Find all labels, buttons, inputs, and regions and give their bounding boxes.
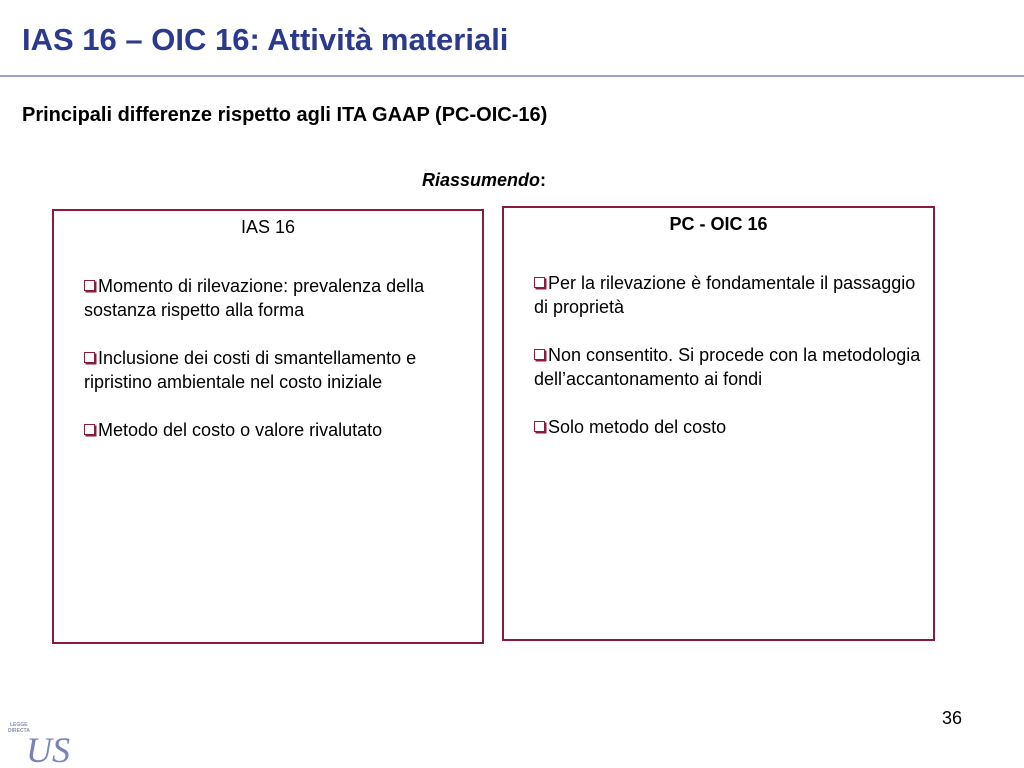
pc-oic16-panel: [502, 206, 935, 641]
list-item-text: Non consentito. Si procede con la metodologia dell’accantonamento ai fondi: [534, 345, 921, 389]
checkbox-bullet-icon: [84, 424, 95, 435]
list-item-text: Per la rilevazione è fondamentale il passaggio di proprietà: [534, 273, 916, 317]
list-item: [84, 418, 474, 442]
list-item: [534, 343, 925, 391]
logo-text: US: [26, 730, 70, 766]
summary-heading: [0, 170, 968, 191]
list-item-text: Momento di rilevazione: prevalenza della sostanza rispetto alla forma: [84, 276, 425, 320]
slide-subtitle: Principali differenze rispetto agli ITA GAAP (PC-OIC-16): [22, 104, 548, 126]
checkbox-bullet-icon: [84, 352, 95, 363]
us-logo-icon: [4, 718, 84, 766]
list-item-text: Metodo del costo o valore rivalutato: [98, 420, 383, 440]
pc-oic16-list: [504, 271, 933, 439]
ias16-panel-heading: IAS 16: [240, 217, 296, 237]
list-item: [84, 346, 474, 394]
title-divider: [0, 75, 1024, 77]
page-number: 36: [941, 708, 962, 728]
slide-title: IAS 16 – OIC 16: Attività materiali: [22, 22, 509, 57]
logo-small-text-2: DIRECTA: [8, 728, 30, 734]
checkbox-bullet-icon: [534, 349, 545, 360]
ias16-panel: [52, 209, 484, 644]
checkbox-bullet-icon: [534, 277, 545, 288]
list-item: [534, 271, 925, 319]
pc-oic16-panel-heading: PC - OIC 16: [669, 214, 768, 234]
summary-label: Riassumendo: [421, 170, 541, 190]
list-item: [84, 274, 474, 322]
list-item-text: Solo metodo del costo: [548, 417, 727, 437]
list-item-text: Inclusione dei costi di smantellamento e ripristino ambientale nel costo iniziale: [84, 348, 417, 392]
list-item: [534, 415, 925, 439]
logo-small-text-1: LEGGE: [10, 722, 28, 728]
checkbox-bullet-icon: [84, 280, 95, 291]
ias16-list: [54, 274, 482, 442]
summary-colon: :: [540, 170, 547, 190]
checkbox-bullet-icon: [534, 421, 545, 432]
